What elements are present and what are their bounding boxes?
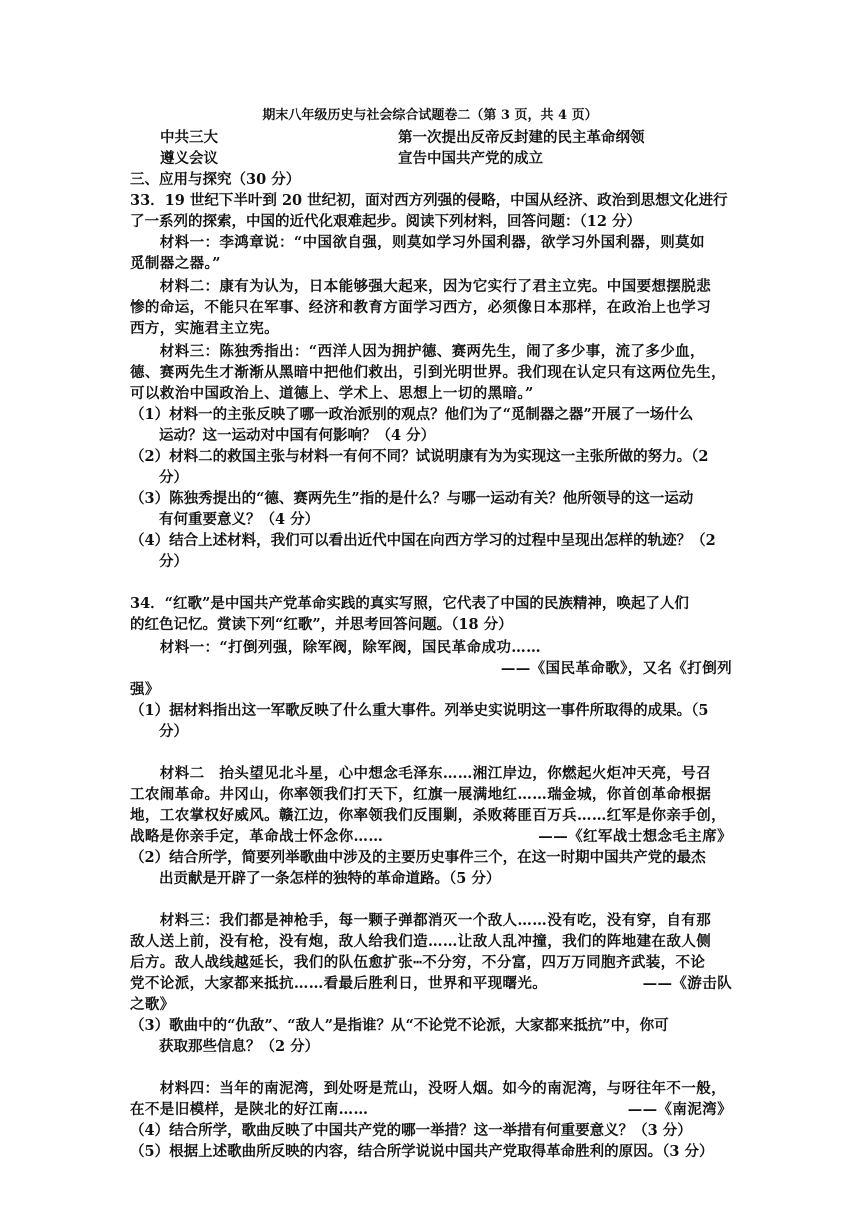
q33-intro-1: 33．19 世纪下半叶到 20 世纪初，面对西方列强的侵略，中国从经济、政治到思想文化进行 [130, 192, 728, 209]
q33-material1-1: 材料一：李鸿章说：“中国欲自强，则莫如学习外国利器，欲学习外国利器，则莫如 [130, 234, 705, 251]
q33-material3-1: 材料三：陈独秀指出：“西洋人因为拥护德、赛两先生，闹了多少事，流了多少血， [130, 343, 705, 360]
q33-material3-3: 可以救治中国政治上、道德上、学术上、思想上一切的黑暗。” [130, 385, 534, 402]
q34-question-2a: （2）结合所学，简要列举歌曲中涉及的主要历史事件三个，在这一时期中国共产党的最杰 [130, 849, 706, 866]
q34-question-4: （4）结合所学，歌曲反映了中国共产党的哪一举措？这一举措有何重要意义？（3 分） [130, 1122, 692, 1139]
q34-material2-2: 工农闹革命。井冈山，你率领我们打天下，红旗一展满地红……瑞金城，你首创革命根据 [130, 786, 712, 803]
q33-material2-1: 材料二：康有为认为，日本能够强大起来，因为它实行了君主立宪。中国要想摆脱悲 [130, 278, 712, 295]
q34-question-2b: 出贡献是开辟了一条怎样的独特的革命道路。（5 分） [130, 870, 501, 887]
q34-question-3b: 获取那些信息？（2 分） [130, 1038, 320, 1055]
q33-material2-2: 惨的命运，不能只在军事、经济和教育方面学习西方，必须像日本那样，在政治上也学习 [130, 299, 712, 316]
page-header: 期末八年级历史与社会综合试题卷二（第 3 页，共 4 页） [262, 108, 598, 123]
q34-question-1a: （1）据材料指出这一军歌反映了什么重大事件。列举史实说明这一事件所取得的成果。（5 [130, 702, 709, 719]
q34-material2-4: 战略是你亲手定，革命战士怀念你…… [130, 828, 384, 845]
q34-question-1b: 分） [130, 723, 188, 740]
q34-material3-source: ——《游击队 [642, 975, 732, 992]
q34-intro-1: 34．“红歌”是中国共产党革命实践的真实写照，它代表了中国的民族精神，唤起了人们 [130, 595, 689, 612]
q34-intro-2: 的红色记忆。赏读下列“红歌”，并思考回答问题。（18 分） [130, 616, 513, 633]
q34-material2-source: ——《红军战士想念毛主席》 [538, 828, 732, 845]
q33-question-4a: （4）结合上述材料，我们可以看出近代中国在向西方学习的过程中呈现出怎样的轨迹？（2 [130, 532, 716, 549]
q34-material2-1: 材料二 抬头望见北斗星，心中想念毛泽东……湘江岸边，你燃起火炬冲天亮，号召 [130, 765, 712, 782]
q33-question-3a: （3）陈独秀提出的“德、赛两先生”指的是什么？与哪一运动有关？他所领导的这一运动 [130, 490, 694, 507]
match-left-1: 中共三大 [160, 129, 218, 146]
q33-question-4b: 分） [130, 553, 188, 570]
q33-material2-3: 西方，实施君主立宪。 [130, 320, 279, 337]
q33-question-2b: 分） [130, 469, 188, 486]
q34-material1: 材料一：“打倒列强，除军阀，除军阀，国民革命成功…… [130, 639, 542, 656]
match-right-2: 宣告中国共产党的成立 [398, 150, 543, 167]
match-right-1: 第一次提出反帝反封建的民主革命纲领 [398, 129, 645, 146]
q33-question-1a: （1）材料一的主张反映了哪一政治派别的观点？他们为了“觅制器之器”开展了一场什么 [130, 406, 694, 423]
q34-material3-2: 敌人送上前，没有枪，没有炮，敌人给我们造……让敌人乱冲撞，我们的阵地建在敌人侧 [130, 933, 712, 950]
q34-question-3a: （3）歌曲中的“仇敌”、“敌人”是指谁？从“不论党不论派，大家都来抵抗”中，你可 [130, 1017, 669, 1034]
q34-material1-source: ——《国民革命歌》，又名《打倒列 [500, 660, 732, 677]
section-title: 三、应用与探究（30 分） [130, 171, 301, 188]
q34-material3-1: 材料三：我们都是神枪手，每一颗子弹都消灭一个敌人……没有吃，没有穿，自有那 [130, 912, 712, 929]
q34-material1-source-cont: 强》 [130, 681, 160, 698]
q33-question-1b: 运动？这一运动对中国有何影响？（4 分） [130, 427, 436, 444]
q33-question-2a: （2）材料二的救国主张与材料一有何不同？试说明康有为为实现这一主张所做的努力。（2 [130, 448, 709, 465]
q33-intro-2: 了一系列的探索，中国的近代化艰难起步。阅读下列材料，回答问题：（12 分） [130, 213, 641, 230]
q33-question-3b: 有何重要意义？（4 分） [130, 511, 320, 528]
q34-material3-4: 党不论派，大家都来抵抗……看最后胜利日，世界和平现曙光。 [130, 975, 548, 992]
q34-material4-2: 在不是旧模样，是陕北的好江南…… [130, 1101, 369, 1118]
q34-material4-source: ——《南泥湾》 [627, 1101, 732, 1118]
q33-material3-2: 德、赛两先生才渐渐从黑暗中把他们救出，引到光明世界。我们现在认定只有这两位先生， [130, 364, 726, 381]
match-left-2: 遵义会议 [160, 150, 218, 167]
q34-material4-1: 材料四：当年的南泥湾，到处呀是荒山，没呀人烟。如今的南泥湾，与呀往年不一般， [130, 1080, 726, 1097]
q34-material2-3: 地，工农掌权好威风。赣江边，你率领我们反围剿，杀败蒋匪百万兵……红军是你亲手创， [130, 807, 726, 824]
q33-material1-2: 觅制器之器。” [130, 255, 221, 272]
q34-question-5: （5）根据上述歌曲所反映的内容，结合所学说说中国共产党取得革命胜利的原因。（3 分） [130, 1143, 714, 1160]
q34-material3-source-cont: 之歌》 [130, 996, 175, 1013]
q34-material3-3: 后方。敌人战线越延长，我们的队伍愈扩张┅不分穷，不分富，四万万同胞齐武装，不论 [130, 954, 706, 971]
